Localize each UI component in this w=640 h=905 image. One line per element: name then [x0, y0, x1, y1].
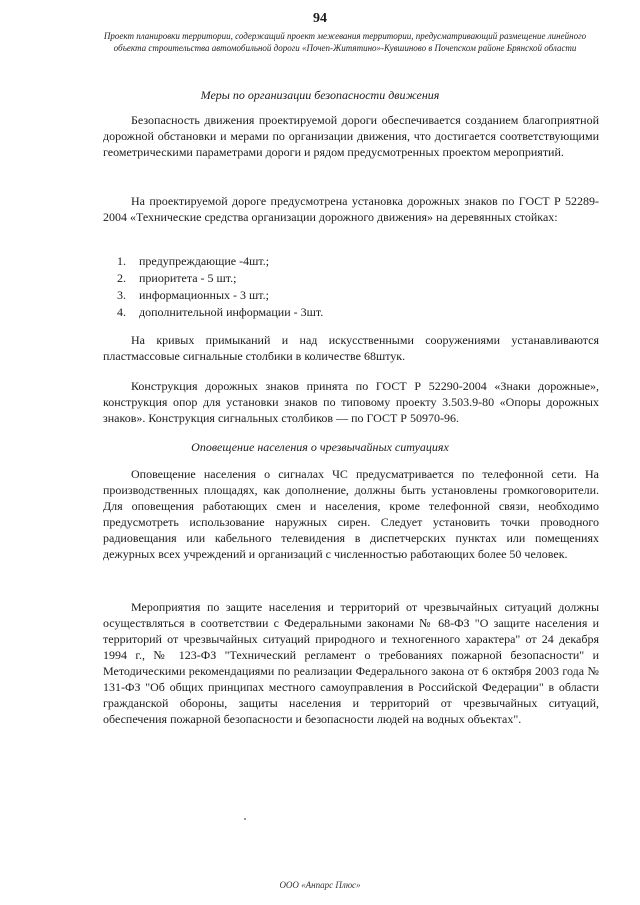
- scan-speck: [244, 818, 246, 820]
- document-header: Проект планировки территории, содержащий проект межевания территории, предусматривающий размещение линейного объекта строительства автомобильной дороги «Почеп-Житятино»-Кувшиново в Почепском районе Брянской области: [103, 31, 587, 53]
- section-title-emergency-warning: Оповещение населения о чрезвычайных ситуациях: [191, 440, 449, 454]
- paragraph-signal-posts: На кривых примыканий и над искусственными сооружениями устанавливаются пластмассовые сигнальные столбики в количестве 68штук.: [103, 333, 599, 363]
- paragraph-traffic-safety-intro: Безопасность движения проектируемой дороги обеспечивается созданием благоприятной дорожной обстановки и мерами по организации движения, что достигается соответствующими геометрическими параметрами дороги и рядом предусмотренных проектом мероприятий.: [103, 113, 599, 159]
- document-footer: ООО «Анпарс Плюс»: [279, 880, 361, 890]
- section-title-traffic-safety: Меры по организации безопасности движения: [200, 88, 440, 102]
- paragraph-sign-construction: Конструкция дорожных знаков принята по ГОСТ Р 52290-2004 «Знаки дорожные», конструкция опор для установки знаков по типовому проекту 3.503.9-80 «Опоры дорожных знаков». Конструкция сигнальных столбиков — по ГОСТ Р 50970-96.: [103, 379, 599, 425]
- page-number: 94: [313, 11, 327, 26]
- road-signs-list: [117, 253, 587, 321]
- paragraph-road-signs: На проектируемой дороге предусмотрена установка дорожных знаков по ГОСТ Р 52289-2004 «Технические средства организации дорожного движения» на деревянных стойках:: [103, 194, 599, 224]
- list-item: 2. приоритета - 5 шт.;: [117, 271, 237, 285]
- paragraph-emergency-warning: Оповещение населения о сигналах ЧС предусматривается по телефонной сети. На производственных площадях, как дополнение, должны быть установлены громкоговорители. Для оповещения работающих смен и населения, кроме телефонной связи, необходимо предусмотреть использование наружных сирен. Следует установить точки проводного радиовещания или кабельного телевидения в диспетчерских пунктах или помещениях дежурных всех учреждений и организаций с численностью работающих более 50 человек.: [103, 467, 599, 561]
- paragraph-emergency-protection: Мероприятия по защите населения и территорий от чрезвычайных ситуаций должны осуществляться в соответствии с Федеральными законами № 68-ФЗ "О защите населения и территорий от чрезвычайных ситуаций природного и техногенного характера" от 24 декабря 1994 г., № 123-ФЗ "Технический регламент о требованиях пожарной безопасности" и Методическими рекомендациями по реализации Федерального закона от 6 октября 2003 года № 131-ФЗ "Об общих принципах местного самоуправления в Российской Федерации" в области гражданской обороны, защиты населения и территорий от чрезвычайных ситуаций, обеспечения пожарной безопасности и безопасности людей на водных объектах".: [103, 600, 599, 726]
- list-item: 4. дополнительной информации - 3шт.: [117, 305, 324, 319]
- list-item: 1. предупреждающие -4шт.;: [117, 254, 270, 268]
- list-item: 3. информационных - 3 шт.;: [117, 288, 269, 302]
